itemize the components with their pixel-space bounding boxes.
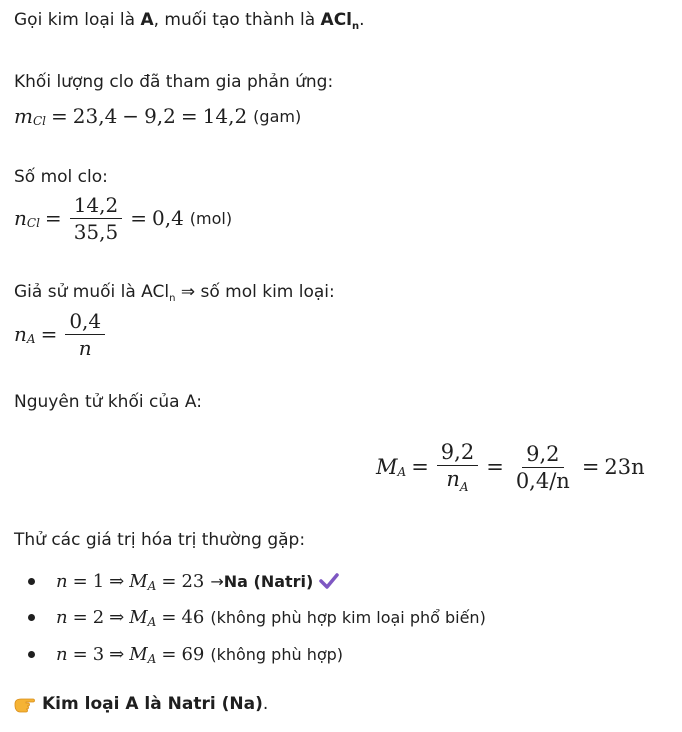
metal-mol-equation: n A = $\frac{0,4}{n}$: [14, 306, 108, 362]
trial-item: n = 3 ⇒ M A = 69 (không phù hợp): [56, 643, 344, 666]
trial-item: n = 2 ⇒ M A = 46 (không phù hợp kim loại phổ biến): [56, 606, 486, 629]
check-mark-icon: [319, 573, 339, 589]
fraction: $\frac{9,2}{n_A}$: [437, 441, 478, 493]
atomic-mass-heading: Nguyên tử khối của A:: [14, 392, 202, 412]
conclusion-line: Kim loại A là Natri (Na) .: [14, 692, 268, 716]
trials-heading: Thử các giá trị hóa trị thường gặp:: [14, 530, 306, 550]
fraction: $\frac{9,2}{0,4/n}$: [515, 441, 570, 493]
chlorine-mol-heading: Số mol clo:: [14, 167, 108, 187]
intro-text-mid: , muối tạo thành là: [153, 10, 321, 30]
pointing-hand-icon: [14, 695, 36, 713]
chlorine-mol-equation: n Cl = $\frac{14,2}{35,5}$ = 0,4 (mol): [14, 192, 233, 244]
bullet: [28, 614, 35, 621]
metal-symbol: A: [140, 10, 154, 30]
intro-line: [14, 8, 365, 35]
bullet: [28, 578, 35, 585]
intro-period: .: [359, 10, 365, 30]
mass-unit: (gam): [253, 106, 302, 126]
intro-text: Gọi kim loại là: [14, 10, 141, 30]
chlorine-mass-equation: m Cl = 23,4 − 9,2 = 14,2 (gam): [14, 104, 302, 128]
metal-mol-heading: Giả sử muối là ACl$_n$ ⇒ số mol kim loại:: [14, 282, 335, 304]
fraction: $\frac{14,2}{35,5}$: [70, 194, 123, 243]
conclusion-text: Kim loại A là Natri (Na): [42, 694, 263, 714]
trial-item: n = 1 ⇒ M A = 23 → Na (Natri): [56, 568, 339, 594]
fraction: $\frac{0,4}{n}$: [65, 310, 105, 359]
atomic-mass-equation: M A = $\frac{9,2}{n_A}$ = $\frac{9,2}{0,4/n}$ = 23n: [376, 440, 645, 494]
bullet: [28, 651, 35, 658]
chlorine-mass-heading: Khối lượng clo đã tham gia phản ứng:: [14, 72, 334, 92]
mol-unit: (mol): [189, 208, 233, 228]
salt-formula: ACl$_n$: [320, 10, 360, 32]
